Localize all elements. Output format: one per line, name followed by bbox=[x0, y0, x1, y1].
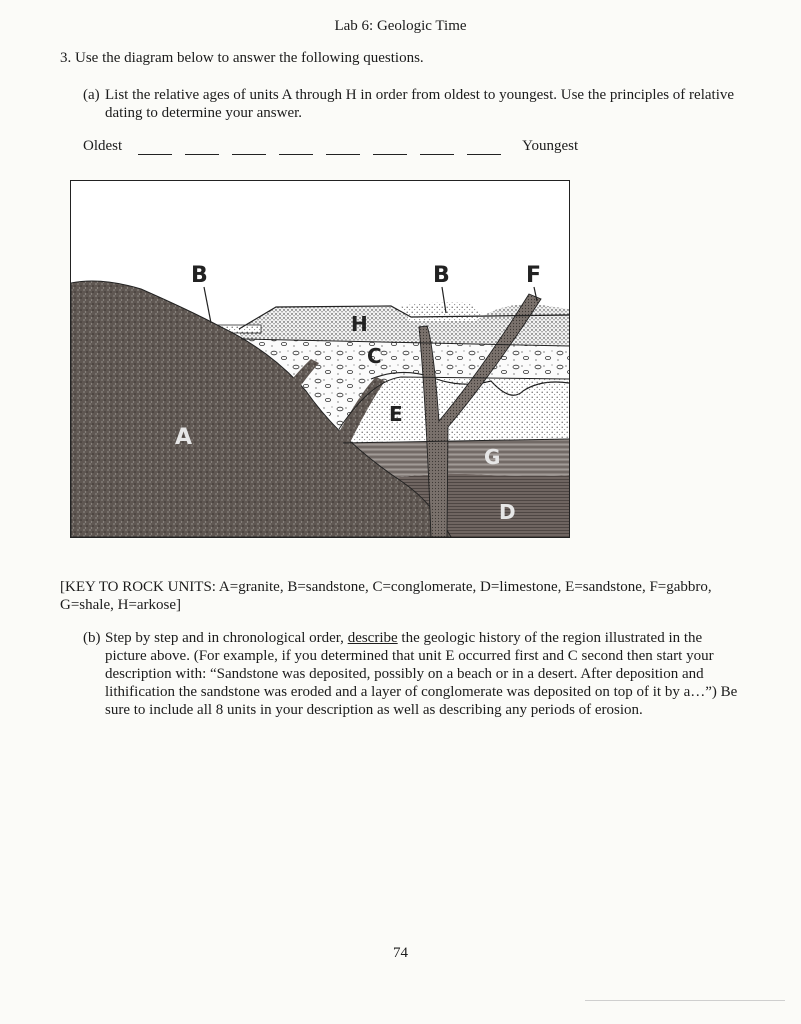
question-3b-number: (b) bbox=[83, 630, 101, 646]
label-d: D bbox=[499, 500, 516, 524]
age-order-row bbox=[83, 138, 578, 155]
age-blank[interactable] bbox=[232, 140, 266, 155]
age-blank[interactable] bbox=[467, 140, 501, 155]
question-3a-number: (a) bbox=[83, 87, 100, 103]
age-blank[interactable] bbox=[420, 140, 454, 155]
age-blank[interactable] bbox=[373, 140, 407, 155]
question-3a-text: List the relative ages of units A through H in order from oldest to youngest. Use the principles of relative dating to determine your answer. bbox=[105, 87, 735, 121]
label-f: F bbox=[526, 263, 542, 288]
oldest-label: Oldest bbox=[83, 138, 123, 154]
age-blank[interactable] bbox=[279, 140, 313, 155]
question-3a bbox=[83, 86, 743, 122]
question-3b-text bbox=[105, 629, 743, 719]
label-e: E bbox=[389, 402, 403, 426]
age-blank[interactable] bbox=[185, 140, 219, 155]
page-header: Lab 6: Geologic Time bbox=[334, 18, 467, 34]
question-3b-underlined: describe bbox=[347, 630, 398, 646]
age-blanks bbox=[138, 140, 514, 155]
label-c: C bbox=[367, 344, 382, 368]
label-a: A bbox=[175, 425, 193, 450]
scan-artifact-line bbox=[585, 1000, 785, 1001]
label-h: H bbox=[351, 312, 368, 336]
age-blank[interactable] bbox=[138, 140, 172, 155]
question-3b-text-before: Step by step and in chronological order, bbox=[105, 630, 348, 646]
youngest-label: Youngest bbox=[522, 138, 579, 154]
page-number: 74 bbox=[393, 945, 408, 961]
rock-unit-key: [KEY TO ROCK UNITS: A=granite, B=sandstone, C=conglomerate, D=limestone, E=sandstone, F=gabbro, G=shale, H=arkose] bbox=[60, 579, 712, 613]
question-3b-text-after: the geologic history of the region illustrated in the picture above. (For example, if you determined that unit E occurred first and C second then start your description with: “Sandstone was deposited, possibly on a beach or in a desert. After deposition and lithification the sandstone was eroded and a layer of conglomerate was deposited on top of it by a…”) Be sure to include all 8 units in your description as well as describing any periods of erosion. bbox=[105, 630, 738, 718]
age-blank[interactable] bbox=[326, 140, 360, 155]
geologic-cross-section bbox=[70, 180, 570, 538]
label-g: G bbox=[484, 445, 501, 469]
label-b-right: B bbox=[433, 263, 450, 288]
question-3b bbox=[83, 629, 743, 719]
label-b-left: B bbox=[191, 263, 208, 288]
question-3: 3. Use the diagram below to answer the following questions. bbox=[60, 50, 424, 66]
